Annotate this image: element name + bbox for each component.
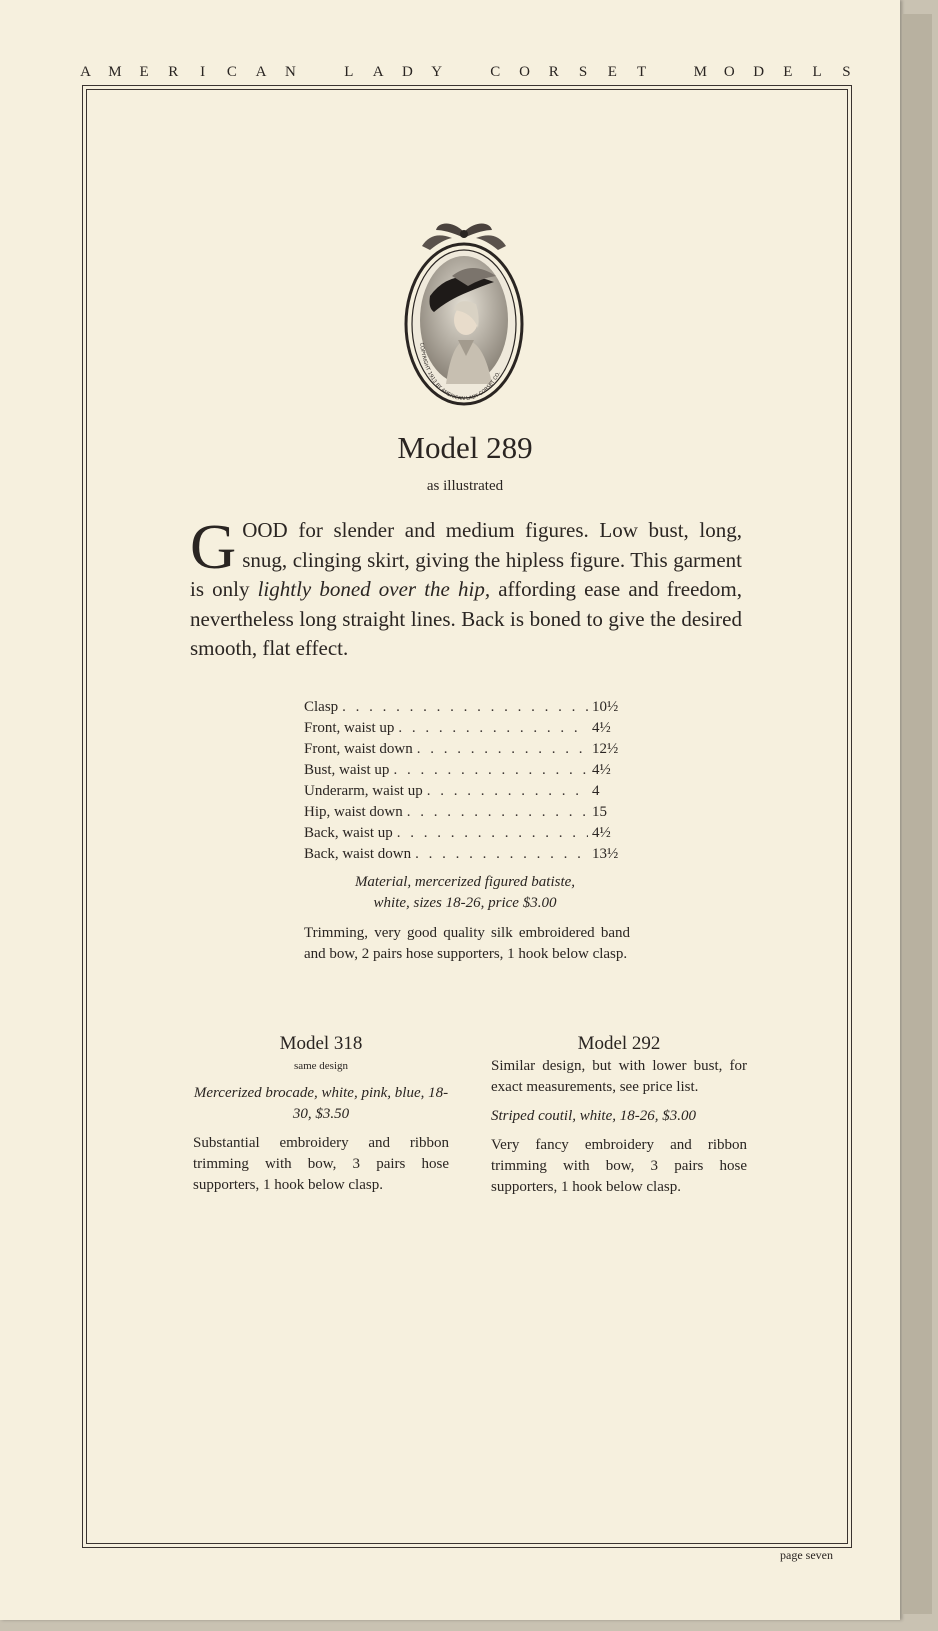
model-292-title: Model 292 [577, 1033, 661, 1054]
measurement-label: Front, waist down [304, 741, 413, 757]
model-318-title: Model 318 [279, 1033, 363, 1054]
leader-dots [427, 781, 588, 802]
measurement-value: 12½ [592, 741, 619, 757]
measurement-value: 4½ [592, 762, 611, 778]
measurement-row [304, 760, 626, 781]
model-subtitle: as illustrated [426, 478, 504, 494]
running-head-letter: L [344, 64, 354, 80]
running-head-letter: C [226, 64, 237, 80]
running-head-letter: Y [431, 64, 443, 80]
running-head-letter [313, 64, 326, 84]
model-318-trimming: Substantial embroidery and ribbon trimming with bow, 3 pairs hose supporters, 1 hook below clasp. [193, 1135, 449, 1193]
running-head-letter: S [842, 64, 851, 80]
intro-paragraph [190, 511, 742, 664]
running-head-letter: M [693, 64, 707, 80]
trimming-note: Trimming, very good quality silk embroidered band and bow, 2 pairs hose supporters, 1 hook below clasp. [304, 925, 630, 962]
running-head-letter: D [402, 64, 413, 80]
page-number: page seven [780, 1548, 833, 1562]
leader-dots [397, 823, 588, 844]
measurement-label: Back, waist up [304, 825, 393, 841]
measurement-value: 4½ [592, 825, 611, 841]
measurement-value: 13½ [592, 846, 619, 862]
measurement-row [304, 844, 626, 865]
intro-tail: affording ease and freedom, nevertheless long straight lines. Back is boned to give the desired smooth, flat effect. [190, 577, 742, 660]
running-head-letter: I [200, 64, 206, 80]
running-head [79, 64, 853, 84]
model-title: Model 289 [397, 430, 533, 465]
measurement-row [304, 802, 626, 823]
measurements-table [304, 697, 626, 865]
model-292-section [491, 1032, 747, 1198]
leader-dots [398, 718, 588, 739]
material-line-2: white, sizes 18-26, price $3.00 [373, 895, 557, 911]
bow-ornament-icon [422, 224, 506, 251]
measurement-label: Bust, waist up [304, 762, 390, 778]
running-head-letter: M [108, 64, 122, 80]
leader-dots [407, 802, 588, 823]
cameo-ring-text: COPYRIGHT 1913 BY AMERICAN LADY CORSET CO. [418, 342, 502, 403]
leader-dots [342, 697, 588, 718]
running-head-letter: N [284, 64, 296, 80]
running-head-letter: R [168, 64, 179, 80]
running-head-letter [664, 64, 677, 84]
intro-emphasis: lightly boned over the hip, [257, 577, 491, 601]
model-318-material: Mercerized brocade, white, pink, blue, 18-30, $3.50 [193, 1085, 449, 1122]
model-292-trimming: Very fancy embroidery and ribbon trimming with bow, 3 pairs hose supporters, 1 hook below clasp. [491, 1137, 747, 1195]
leader-dots [417, 739, 588, 760]
measurement-row [304, 718, 626, 739]
material-line-1: Material, mercerized figured batiste, [354, 874, 576, 890]
leader-dots [415, 844, 588, 865]
running-head-letter: O [723, 64, 735, 80]
material-note [304, 872, 626, 914]
running-head-letter: E [607, 64, 617, 80]
measurement-row [304, 781, 626, 802]
measurement-value: 10½ [592, 699, 619, 715]
running-head-letter: A [80, 64, 91, 80]
running-head-letter: A [255, 64, 267, 80]
running-head-letter: R [548, 64, 559, 80]
model-318-section [193, 1032, 449, 1196]
running-head-letter: C [490, 64, 501, 80]
measurement-row [304, 823, 626, 844]
running-head-letter: L [812, 64, 822, 80]
drop-cap: G [190, 511, 237, 582]
measurement-label: Hip, waist down [304, 804, 403, 820]
running-head-letter: A [372, 64, 384, 80]
model-292-description: Similar design, but with lower bust, for exact measurements, see price list. [491, 1058, 747, 1095]
running-head-letter: E [139, 64, 149, 80]
measurement-label: Clasp [304, 699, 339, 715]
running-head-letter: O [519, 64, 530, 80]
model-318-subtitle: same design [293, 1060, 349, 1072]
running-head-letter: E [783, 64, 793, 80]
cameo-portrait [402, 216, 526, 408]
measurement-value: 4 [592, 783, 600, 799]
running-head-letter: S [578, 64, 588, 80]
measurement-value: 15 [592, 804, 607, 820]
measurement-label: Front, waist up [304, 720, 395, 736]
leader-dots [393, 760, 588, 781]
measurement-label: Back, waist down [304, 846, 412, 862]
measurement-row [304, 697, 626, 718]
running-head-letter: T [636, 64, 647, 80]
page-edge [902, 14, 932, 1614]
running-head-letter [459, 64, 472, 84]
intro-lead: OOD for slender and medium figures. Low bust, long, snug, clinging skirt, giving the hipless figure. This garment is only [190, 518, 742, 601]
measurement-value: 4½ [592, 720, 611, 736]
running-head-letter: D [753, 64, 765, 80]
model-292-material: Striped coutil, white, 18-26, $3.00 [491, 1108, 696, 1124]
measurement-row [304, 739, 626, 760]
measurement-label: Underarm, waist up [304, 783, 423, 799]
